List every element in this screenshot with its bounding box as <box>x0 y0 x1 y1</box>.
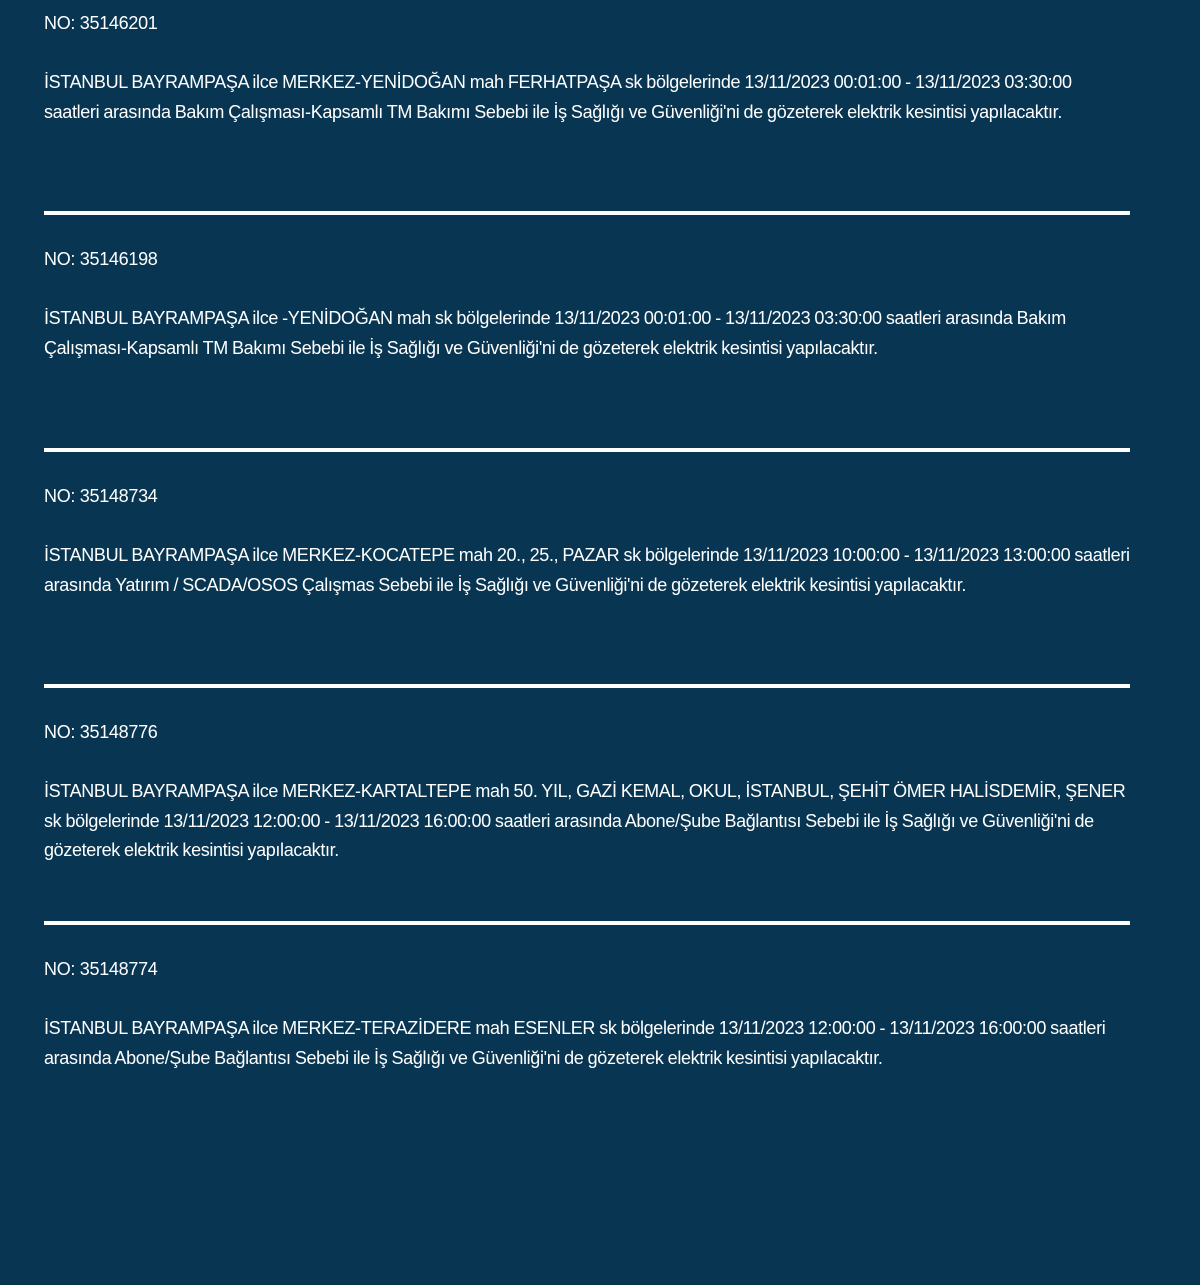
notice-text: İSTANBUL BAYRAMPAŞA ilce MERKEZ-KOCATEPE mah 20., 25., PAZAR sk bölgelerinde 13/11/2023 10:00:00 - 13/11/2023 13:00:00 saatleri arasında Yatırım / SCADA/OSOS Çalışmas Sebebi ile İş Sağlığı ve Güvenliği'ni de gözeterek elektrik kesintisi yapılacaktır. <box>44 545 1130 595</box>
notice-item <box>44 484 1130 600</box>
notice-text: İSTANBUL BAYRAMPAŞA ilce MERKEZ-YENİDOĞAN mah FERHATPAŞA sk bölgelerinde 13/11/2023 00:01:00 - 13/11/2023 03:30:00 saatleri arasında Bakım Çalışması-Kapsamlı TM Bakımı Sebebi ile İş Sağlığı ve Güvenliği'ni de gözeterek elektrik kesintisi yapılacaktır. <box>44 72 1072 122</box>
notice-number: NO: 35148776 <box>44 722 158 742</box>
notice-item <box>44 720 1130 866</box>
notice-divider <box>44 211 1130 215</box>
notice-item <box>44 957 1130 1073</box>
notice-divider <box>44 448 1130 452</box>
notice-text: İSTANBUL BAYRAMPAŞA ilce MERKEZ-KARTALTEPE mah 50. YIL, GAZİ KEMAL, OKUL, İSTANBUL, ŞEHİT ÖMER HALİSDEMİR, ŞENER sk bölgelerinde 13/11/2023 12:00:00 - 13/11/2023 16:00:00 saatleri arasında Abone/Şube Bağlantısı Sebebi ile İş Sağlığı ve Güvenliği'ni de gözeterek elektrik kesintisi yapılacaktır. <box>44 781 1126 860</box>
notice-text: İSTANBUL BAYRAMPAŞA ilce MERKEZ-TERAZİDERE mah ESENLER sk bölgelerinde 13/11/2023 12:00:00 - 13/11/2023 16:00:00 saatleri arasında Abone/Şube Bağlantısı Sebebi ile İş Sağlığı ve Güvenliği'ni de gözeterek elektrik kesintisi yapılacaktır. <box>44 1018 1106 1068</box>
notice-divider <box>44 921 1130 925</box>
notice-number: NO: 35146198 <box>44 249 158 269</box>
notice-item <box>44 247 1130 363</box>
notice-number: NO: 35148774 <box>44 959 158 979</box>
notice-number: NO: 35146201 <box>44 13 158 33</box>
notice-text: İSTANBUL BAYRAMPAŞA ilce -YENİDOĞAN mah sk bölgelerinde 13/11/2023 00:01:00 - 13/11/2023 03:30:00 saatleri arasında Bakım Çalışması-Kapsamlı TM Bakımı Sebebi ile İş Sağlığı ve Güvenliği'ni de gözeterek elektrik kesintisi yapılacaktır. <box>44 308 1066 358</box>
notice-divider <box>44 684 1130 688</box>
notice-item <box>44 11 1130 127</box>
notice-number: NO: 35148734 <box>44 486 158 506</box>
